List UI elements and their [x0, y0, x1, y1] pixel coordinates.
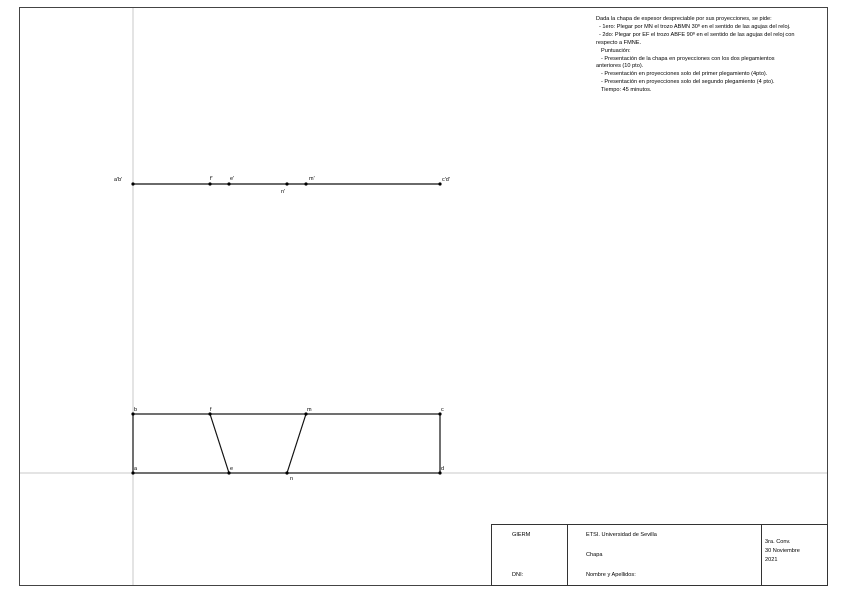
- label-e-prime: e': [230, 176, 235, 182]
- label-f-prime: f': [210, 176, 213, 182]
- course-label: GIERM: [512, 532, 531, 538]
- label-c: c: [441, 407, 444, 413]
- label-n-prime: n': [281, 189, 286, 195]
- instruction-line: - 1ero: Plegar por MN el trozo ABMN 30º en el sentido de las agujas del reloj.: [599, 23, 791, 30]
- instructions: [596, 16, 828, 95]
- elevation-point-e: [227, 182, 230, 185]
- fold-line-ef: [210, 414, 229, 473]
- school-label: ETSI. Universidad de Sevilla: [586, 532, 657, 538]
- label-e: e: [230, 466, 234, 472]
- elevation-point-n: [285, 182, 288, 185]
- label-d: d: [441, 466, 445, 472]
- instruction-line: Tiempo: 45 minutos.: [601, 87, 652, 94]
- plan-point-n: [285, 471, 288, 474]
- title-block: [492, 525, 828, 586]
- instruction-line: Dada la chapa de espesor despreciable por sus proyecciones, se pide:: [596, 16, 772, 22]
- instruction-line: - Presentación en proyecciones solo del primer plegamiento (4pto).: [601, 71, 768, 78]
- subject-label: Chapa: [586, 552, 603, 558]
- fold-line-mn: [287, 414, 306, 473]
- plan-outline: [133, 414, 440, 473]
- label-a: a: [134, 466, 138, 472]
- instruction-line: anteriores (10 pto).: [596, 63, 644, 70]
- label-m: m: [307, 407, 312, 413]
- label-m-prime: m': [309, 176, 315, 182]
- label-cd-prime: c'd': [442, 177, 450, 183]
- label-n: n: [290, 476, 294, 482]
- year-label: 2021: [765, 557, 778, 563]
- instruction-line: respecto a FMNE.: [596, 39, 642, 46]
- elevation-point-m: [304, 182, 307, 185]
- instruction-line: - Presentación en proyecciones solo del segundo plegamiento (4 pto).: [601, 79, 775, 86]
- instruction-line: - 2do: Plegar por EF el trozo ABFE 90º en el sentido de las agujas del reloj con: [599, 31, 795, 38]
- instruction-line: Puntuación:: [601, 47, 631, 54]
- label-b: b: [134, 407, 138, 413]
- label-f: f: [210, 407, 212, 413]
- label-ab-prime: a'b': [114, 177, 123, 183]
- instruction-line: - Presentación de la chapa en proyecciones con los dos plegamientos: [601, 55, 775, 62]
- elevation-point-ab: [131, 182, 134, 185]
- elevation-point-f: [208, 182, 211, 185]
- date-label: 30 Noviembre: [765, 548, 800, 554]
- call-label: 3ra. Conv.: [765, 539, 791, 545]
- dni-label: DNI:: [512, 572, 524, 578]
- name-label: Nombre y Apellidos:: [586, 572, 636, 578]
